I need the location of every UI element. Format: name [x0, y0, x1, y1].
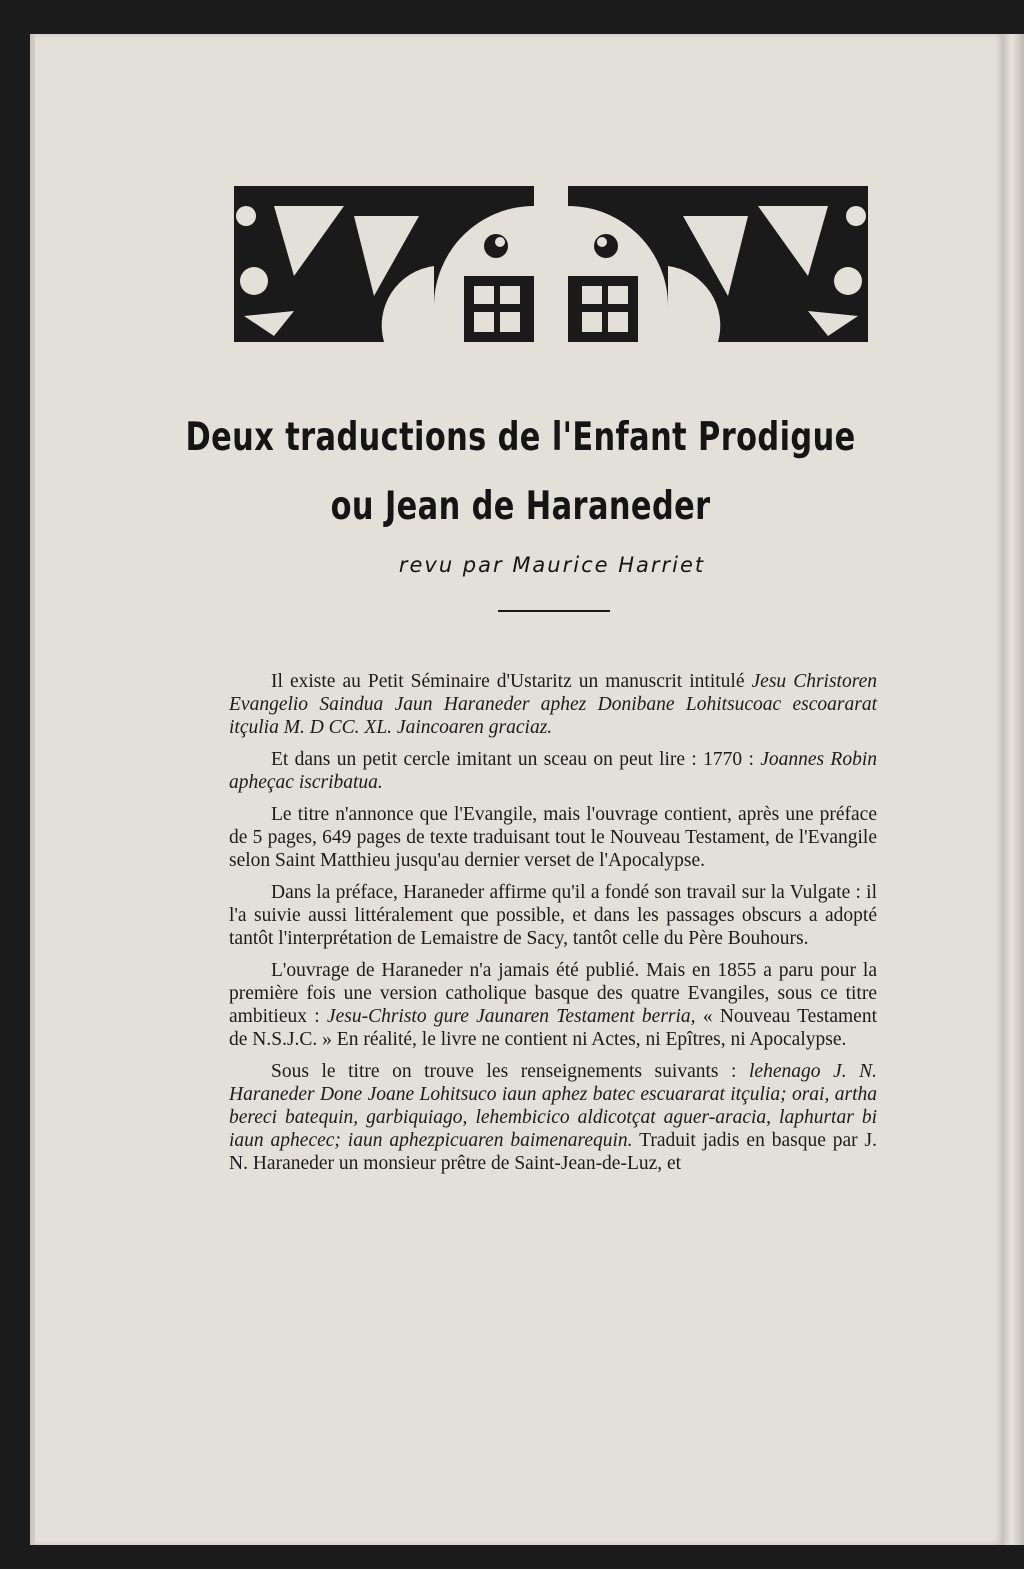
paragraph-1-text: Il existe au Petit Séminaire d'Ustaritz un manuscrit intitulé	[271, 671, 752, 692]
paragraph-6-italic: lehenago J. N. Haraneder Done Joane Lohitsuco iaun aphez batec escuararat itçulia; orai, artha bereci batequin, garbiquiago, lehembicico aldicotçat aguer-aracia, laphurtar bi iaun aphecec; iaun aphezpicuaren baimenarequin.	[229, 1061, 878, 1151]
paragraph-2-italic: Joannes Robin apheçac iscribatua.	[229, 749, 878, 793]
paragraph-5-text-end: « Nouveau Testament de N.S.J.C. » En réalité, le livre ne contient ni Actes, ni Epîtres, ni Apocalypse.	[229, 1006, 877, 1050]
paragraph-6	[229, 1060, 877, 1175]
paragraph-1-italic: Jesu Christoren Evangelio Saindua Jaun Haraneder aphez Donibane Lohitsucoac escoararat itçulia M. D CC. XL. Jaincoaren graciaz.	[229, 671, 877, 738]
article-title-line-2: ou Jean de Haraneder	[330, 484, 711, 529]
article-body	[229, 670, 877, 1184]
paragraph-2-text: Et dans un petit cercle imitant un sceau on peut lire : 1770 :	[271, 749, 761, 770]
title-rule	[498, 610, 610, 612]
decorative-frieze	[234, 186, 868, 342]
paragraph-5-text: L'ouvrage de Haraneder n'a jamais été publié. Mais en 1855 a paru pour la première fois une version catholique basque des quatre Evangiles, sous ce titre ambitieux :	[229, 960, 877, 1027]
paragraph-5	[229, 959, 877, 1051]
paragraph-3: Le titre n'annonce que l'Evangile, mais l'ouvrage contient, après une préface de 5 pages, 649 pages de texte traduisant tout le Nouveau Testament, de l'Evangile selon Saint Matthieu jusqu'au dernier verset de l'Apocalypse.	[229, 804, 877, 871]
paragraph-1	[229, 670, 877, 739]
paragraph-5-italic: Jesu-Christo gure Jaunaren Testament berria,	[326, 1006, 696, 1027]
author-byline: revu par Maurice Harriet	[398, 553, 706, 577]
paragraph-6-text-end: Traduit jadis en basque par J. N. Haraneder un monsieur prêtre de Saint-Jean-de-Luz, et	[229, 1130, 877, 1174]
paragraph-2	[229, 748, 877, 794]
article-title-line-1: Deux traductions de l'Enfant Prodigue	[185, 415, 856, 460]
paragraph-6-text: Sous le titre on trouve les renseignements suivants :	[271, 1061, 750, 1082]
paragraph-4: Dans la préface, Haraneder affirme qu'il a fondé son travail sur la Vulgate : il l'a suivie aussi littéralement que possible, et dans les passages obscurs a adopté tantôt l'interprétation de Lemaistre de Sacy, tantôt celle du Père Bouhours.	[229, 882, 877, 949]
page-edge	[1004, 34, 1024, 1545]
